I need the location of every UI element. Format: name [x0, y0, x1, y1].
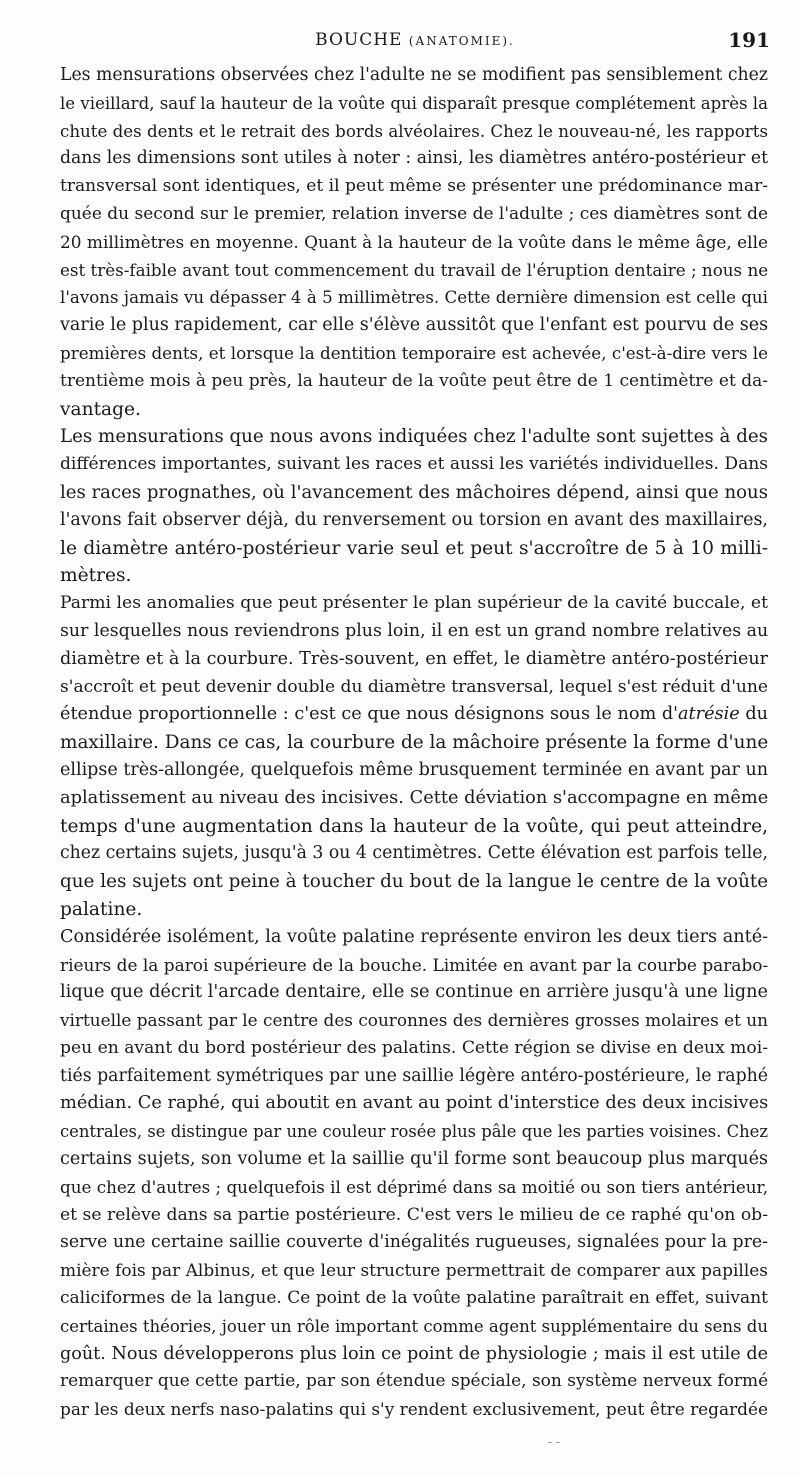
text-segment: du: [739, 704, 768, 725]
text-line: diamètre et à la courbure. Très-souvent, en effet, le diamètre antéro-postérieur: [60, 648, 769, 669]
text-line: chute des dents et le retrait des bords alvéolaires. Chez le nouveau-né, les rapports: [60, 121, 768, 141]
text-line: peu en avant du bord postérieur des palatins. Cette région se divise en deux moi-: [60, 1037, 768, 1058]
text-line: certaines théories, jouer un rôle important comme agent supplémentaire du sens du: [60, 1316, 768, 1336]
footer-mark: - -: [548, 1435, 560, 1449]
paragraph-1: [60, 62, 768, 423]
text-line: 20 millimètres en moyenne. Quant à la hauteur de la voûte dans le même âge, elle: [60, 231, 768, 252]
text-line: lique que décrit l'arcade dentaire, elle se continue en arrière jusqu'à une ligne: [60, 982, 768, 1003]
text-line: les races prognathes, où l'avancement des mâchoires dépend, ainsi que nous: [60, 481, 768, 503]
text-line: et se relève dans sa partie postérieure. C'est vers le milieu de ce raphé qu'on ob-: [60, 1204, 768, 1225]
italic-term: atrésie: [678, 704, 740, 725]
text-line: que chez d'autres ; quelquefois il est déprimé dans sa moitié ou son tiers antérieur,: [60, 1176, 769, 1197]
text-line: sur lesquelles nous reviendrons plus loin, il en est un grand nombre relatives au: [60, 620, 769, 641]
text-line: caliciformes de la langue. Ce point de la voûte palatine paraîtrait en effet, suivant: [60, 1288, 768, 1309]
text-line: l'avons jamais vu dépasser 4 à 5 millimètres. Cette dernière dimension est celle qui: [60, 288, 768, 308]
text-line: goût. Nous développerons plus loin ce point de physiologie ; mais il est utile de: [60, 1343, 768, 1364]
text-line: quée du second sur le premier, relation inverse de l'adulte ; ces diamètres sont de: [60, 203, 768, 224]
body-text: [60, 62, 768, 1424]
text-line: aplatissement au niveau des incisives. Cette déviation s'accompagne en même: [60, 787, 769, 808]
text-line: ellipse très-allongée, quelquefois même brusquement terminée en avant par un: [60, 759, 768, 780]
text-line: rieurs de la paroi supérieure de la bouche. Limitée en avant par la courbe parabo-: [60, 954, 769, 975]
text-line: premières dents, et lorsque la dentition temporaire est achevée, c'est-à-dire vers le: [60, 342, 768, 363]
text-segment: étendue proportionnelle : c'est ce que nous désignons sous le nom d': [60, 704, 679, 725]
running-head-sub: (ANATOMIE).: [408, 34, 515, 48]
text-line: virtuelle passant par le centre des couronnes des dernières grosses molaires et un: [60, 1010, 768, 1031]
text-line-with-italic: [60, 701, 768, 729]
text-line: maxillaire. Dans ce cas, la courbure de la mâchoire présente la forme d'une: [60, 732, 769, 754]
text-line: varie le plus rapidement, car elle s'élève aussitôt que l'enfant est pourvu de ses: [60, 315, 769, 336]
text-line: serve une certaine saillie couverte d'inégalités rugueuses, signalées pour la pre-: [60, 1232, 768, 1253]
text-line: centrales, se distingue par une couleur rosée plus pâle que les parties voisines. Chez: [60, 1122, 768, 1142]
text-line: Les mensurations observées chez l'adulte ne se modifient pas sensiblement chez: [60, 65, 768, 85]
text-line: est très-faible avant tout commencement du travail de l'éruption dentaire ; nous ne: [60, 259, 769, 280]
paragraph-3: [60, 590, 768, 924]
text-line: dans les dimensions sont utiles à noter : ainsi, les diamètres antéro-postérieur et: [60, 148, 768, 169]
paragraph-2: [60, 423, 768, 590]
paragraph-4: [60, 924, 768, 1424]
text-line: Considérée isolément, la voûte palatine représente environ les deux tiers anté-: [60, 926, 769, 947]
running-head: [60, 28, 770, 54]
text-line: mière fois par Albinus, et que leur structure permettrait de comparer aux papilles: [60, 1260, 768, 1281]
text-line: différences importantes, suivant les races et aussi les variétés individuelles. Dans: [60, 454, 768, 475]
text-line: chez certains sujets, jusqu'à 3 ou 4 centimètres. Cette élévation est parfois telle,: [60, 843, 768, 864]
text-line: mètres.: [60, 565, 132, 587]
text-line: transversal sont identiques, et il peut même se présenter une prédominance mar-: [60, 176, 768, 197]
text-line: le vieillard, sauf la hauteur de la voûte qui disparaît presque complétement après la: [60, 93, 768, 113]
text-line: palatine.: [60, 898, 143, 920]
running-head-main: BOUCHE: [315, 30, 403, 50]
text-line: tiés parfaitement symétriques par une saillie légère antéro-postérieure, le raphé: [60, 1065, 768, 1086]
text-line: s'accroît et peut devenir double du diamètre transversal, lequel s'est réduit d'une: [60, 676, 768, 697]
text-line: l'avons fait observer déjà, du renversement ou torsion en avant des maxillaires,: [60, 509, 768, 530]
text-line: Parmi les anomalies que peut présenter le plan supérieur de la cavité buccale, et: [60, 593, 768, 614]
text-line: que les sujets ont peine à toucher du bout de la langue le centre de la voûte: [60, 871, 769, 893]
text-line: trentième mois à peu près, la hauteur de la voûte peut être de 1 centimètre et da-: [60, 370, 768, 391]
running-head-title: [60, 30, 770, 50]
text-line: certains sujets, son volume et la saillie qu'il forme sont beaucoup plus marqués: [60, 1149, 768, 1170]
text-line: par les deux nerfs naso-palatins qui s'y rendent exclusivement, peut être regardée: [60, 1399, 768, 1420]
text-line: médian. Ce raphé, qui aboutit en avant au point d'interstice des deux incisives: [60, 1093, 769, 1114]
text-line: temps d'une augmentation dans la hauteur de la voûte, qui peut atteindre,: [60, 815, 768, 837]
text-line: remarquer que cette partie, par son étendue spéciale, son système nerveux formé: [60, 1371, 769, 1392]
text-line: Les mensurations que nous avons indiquées chez l'adulte sont sujettes à des: [60, 426, 768, 448]
text-line: vantage.: [60, 398, 141, 420]
page-number: 191: [728, 28, 770, 52]
text-line: le diamètre antéro-postérieur varie seul et peut s'accroître de 5 à 10 milli-: [60, 537, 768, 559]
